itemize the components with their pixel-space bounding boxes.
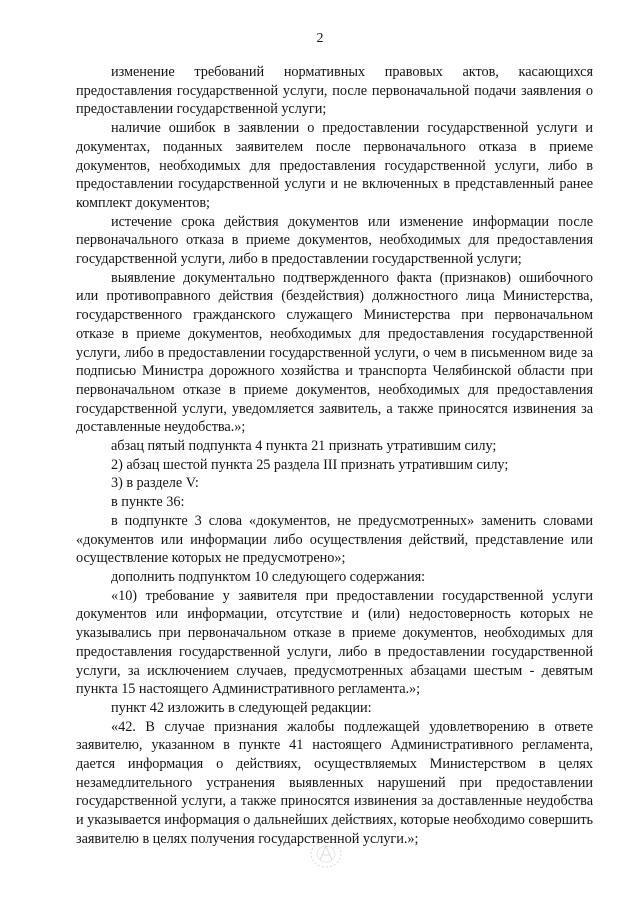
paragraph: изменение требований нормативных правовых актов, касающихся предоставления государственной услуги, после первоначальной подачи заявления о предоставлении государственной услуги; [76,64,593,118]
paragraph: выявление документально подтвержденного факта (признаков) ошибочного или противоправного действия (бездействия) должностного лица Министерства, государственного гражданского служащего Министерства при первоначальном отказе в приеме документов, необходимых для предоставления государственной услуги, либо в предоставлении государственной услуги, о чем в письменном виде за подписью Министра дорожного хозяйства и транспорта Челябинской области при первоначальном отказе в приеме документов, необходимых для предоставления государственной услуги, уведомляется заявитель, а также приносятся извинения за доставленные неудобства.»; [76,269,593,436]
paragraph: в подпункте 3 слова «документов, не предусмотренных» заменить словами «документов или информации либо осуществления действий, представление или осуществление которых не предусмотрено»; [76,512,593,567]
paragraph: 2) абзац шестой пункта 25 раздела III признать утратившим силу; [111,456,509,473]
paragraph: пункт 42 изложить в следующей редакции: [111,699,372,716]
paragraph: в пункте 36: [111,494,185,511]
paragraph: дополнить подпунктом 10 следующего содержания: [111,568,426,585]
faint-stamp-mark [306,836,346,872]
paragraph: наличие ошибок в заявлении о предоставлении государственной услуги и документах, поданных заявителем после первоначального отказа в приеме документов, необходимых для предоставления государственной услуги, либо в предоставлении государственной услуги и не включенных в представленный ранее комплект документов; [76,120,593,211]
paragraph: «42. В случае признания жалобы подлежащей удовлетворению в ответе заявителю, указанном в пункте 41 настоящего Административного регламента, дается информация о действиях, осуществляемых Министерством в целях незамедлительного устранения выявленных нарушений при предоставлении государственной услуги, а также приносятся извинения за доставленные неудобства и указывается информация о дальнейших действиях, которые необходимо совершить заявителю в целях получения государственной услуги.»; [76,718,593,847]
document-body [76,63,593,849]
paragraph: 3) в разделе V: [111,475,199,492]
paragraph: абзац пятый подпункта 4 пункта 21 признать утратившим силу; [111,438,497,455]
paragraph: «10) требование у заявителя при предоставлении государственной услуги документов или информации, отсутствие и (или) недостоверность которых не указывались при первоначальном отказе в приеме документов, необходимых для предоставления государственной услуги, либо в предоставлении государственной услуги, за исключением случаев, предусмотренных абзацами шестым - девятым пункта 15 настоящего Административного регламента.»; [76,587,593,698]
page-number: 2 [316,31,324,46]
paragraph: истечение срока действия документов или изменение информации после первоначального отказа в приеме документов, необходимых для предоставления государственной услуги, либо в предоставлении государственной услуги; [76,213,593,268]
